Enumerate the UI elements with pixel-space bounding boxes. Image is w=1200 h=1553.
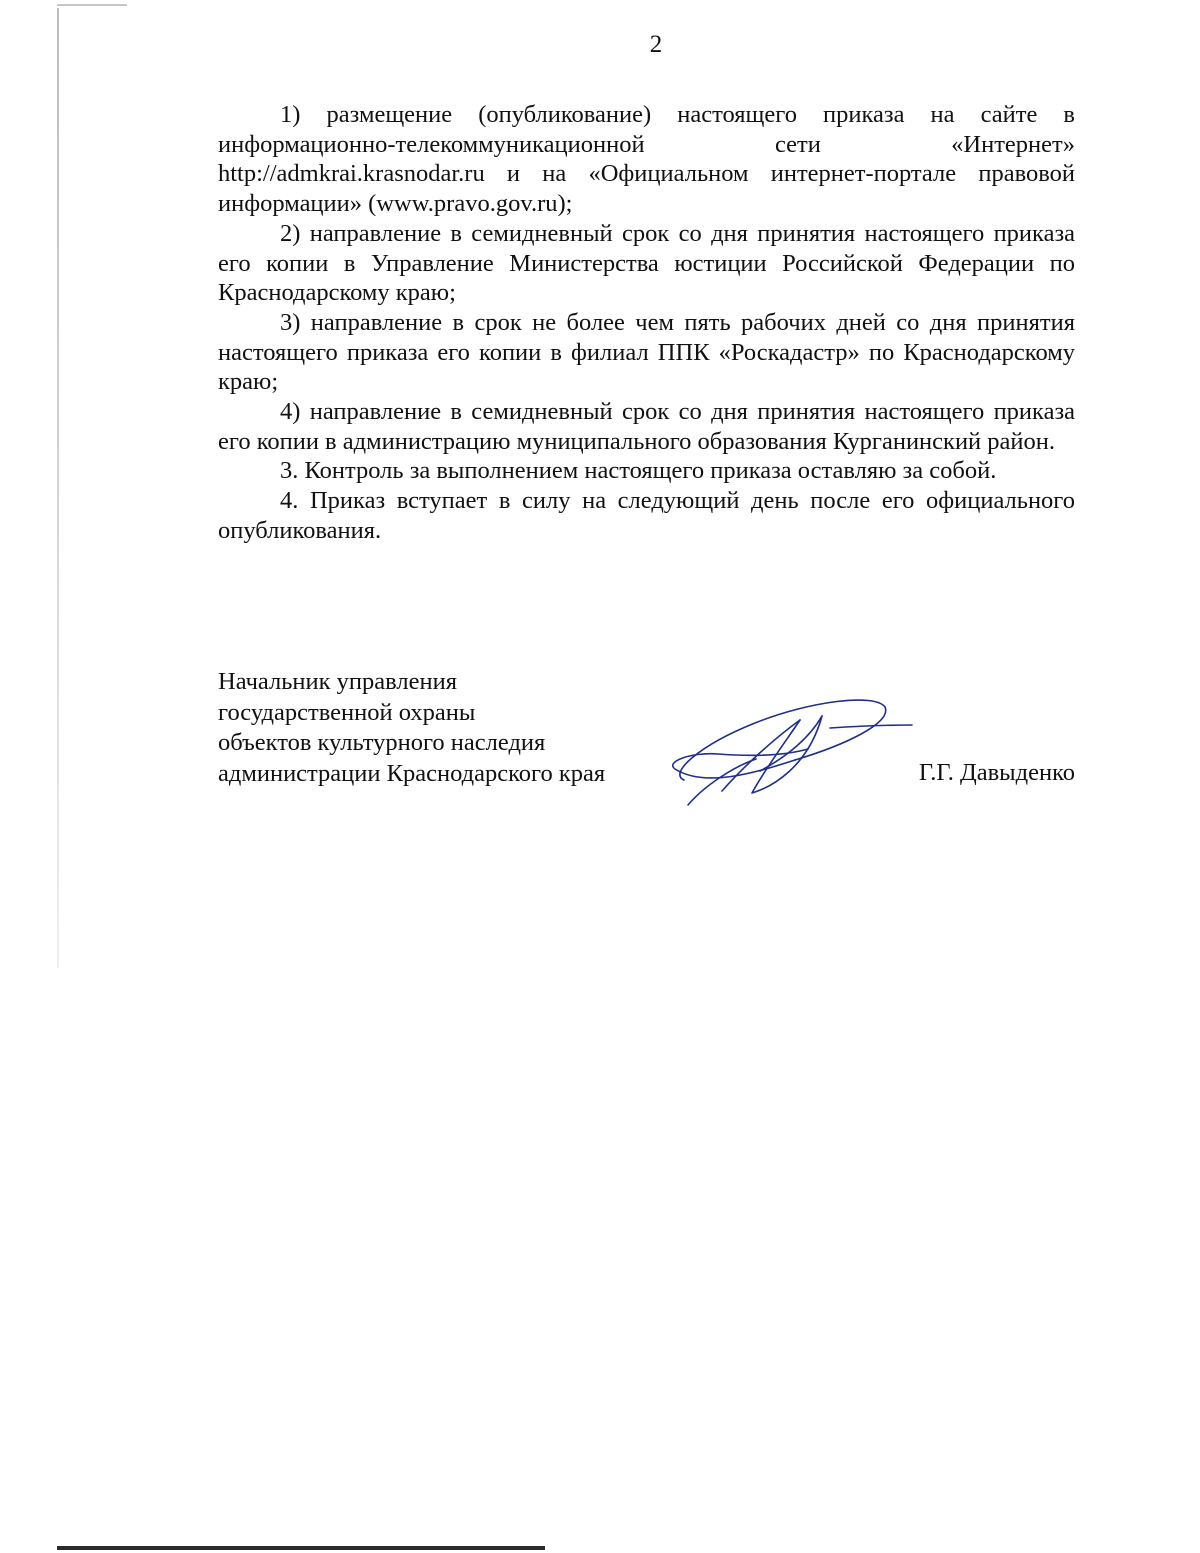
document-body: [218, 100, 1075, 546]
paragraph-item-1-publication: 1) размещение (опубликование) настоящего приказа на сайте в информационно-телекоммуникационной сети «Интернет» http://admkrai.krasnodar.ru и на «Официальном интернет-портале правовой информации» (www.pravo.gov.ru);: [218, 101, 1075, 218]
handwritten-signature-image: [660, 683, 920, 813]
signer-name: Г.Г. Давыденко: [918, 759, 1075, 786]
signature-block: [218, 667, 1075, 789]
paragraph-item-2-ministry-of-justice: 2) направление в семидневный срок со дня принятия настоящего приказа его копии в Управление Министерства юстиции Российской Федерации по Краснодарскому краю;: [218, 219, 1075, 307]
paragraph-item-3-roskadastr: 3) направление в срок не более чем пять рабочих дней со дня принятия настоящего приказа его копии в филиал ППК «Роскадастр» по Краснодарскому краю;: [218, 308, 1075, 396]
signer-position-line: объектов культурного наследия: [218, 729, 546, 756]
paragraph-item-4-municipal-administration: 4) направление в семидневный срок со дня принятия настоящего приказа его копии в администрацию муниципального образования Курганинский район.: [218, 398, 1075, 455]
signer-position-line: государственной охраны: [218, 698, 476, 726]
paragraph-effective-date: 4. Приказ вступает в силу на следующий день после его официального опубликования.: [218, 487, 1075, 544]
scan-edge-top: [57, 4, 127, 6]
page-number: 2: [649, 31, 663, 58]
signer-position-line: Начальник управления: [218, 668, 457, 695]
scan-edge-left: [57, 8, 59, 968]
signer-position-line: администрации Краснодарского края: [218, 759, 606, 787]
scan-edge-bottom: [57, 1546, 545, 1550]
paragraph-control: 3. Контроль за выполнением настоящего приказа оставляю за собой.: [280, 457, 997, 485]
